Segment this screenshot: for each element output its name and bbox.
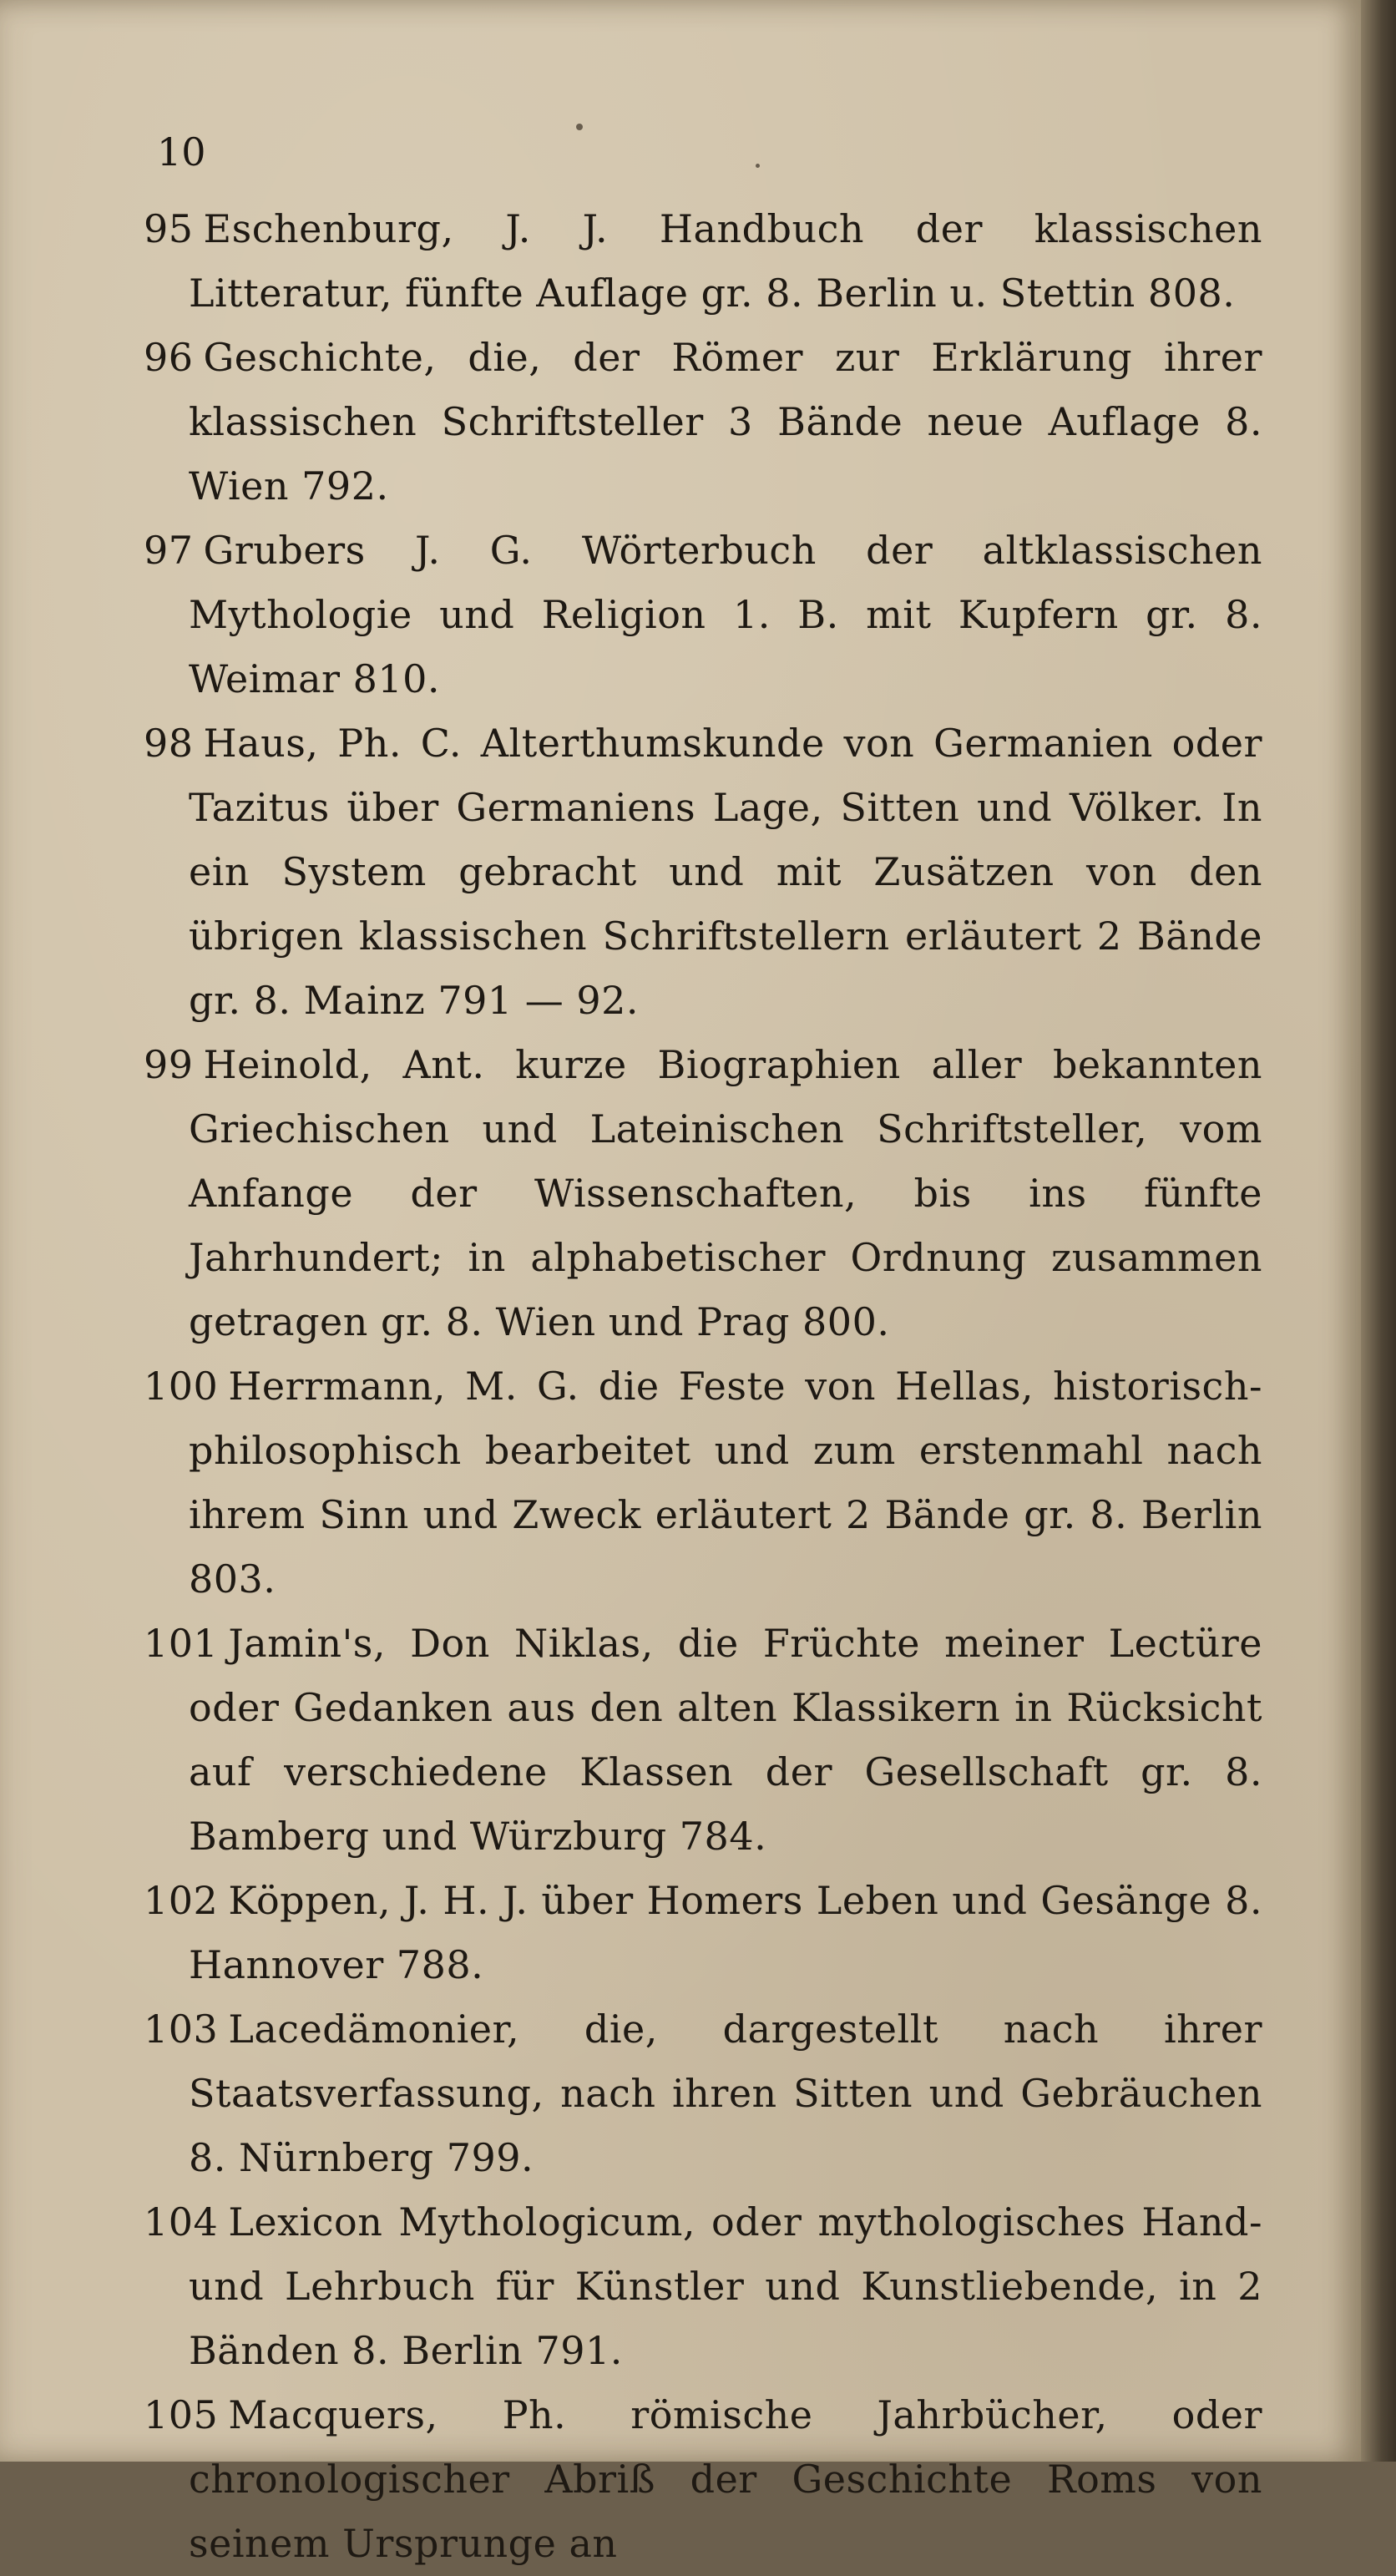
entry-number: 96: [144, 335, 194, 380]
entry-text: Köppen, J. H. J. über Homers Leben und Gesänge 8. Hannover 788.: [189, 1878, 1262, 1987]
entry-text: Haus, Ph. C. Alterthumskunde von Germanien oder Tazitus über Germaniens Lage, Sitten und Völker. In ein System gebracht und mit Zusätzen von den übrigen klassischen Schriftstellern erläutert 2 Bände gr. 8. Mainz 791 — 92.: [189, 721, 1262, 1023]
bibliography-entry: [144, 2383, 1262, 2576]
bibliography-entry: [144, 2190, 1262, 2383]
ink-speck: [756, 164, 760, 168]
bibliography-entry: [144, 326, 1262, 519]
bibliography-entry: [144, 1869, 1262, 1997]
entry-text: Eschenburg, J. J. Handbuch der klassischen Litteratur, fünfte Auflage gr. 8. Berlin u. Stettin 808.: [189, 206, 1262, 316]
bibliography-entry: [144, 519, 1262, 711]
bibliography-list: [144, 197, 1262, 2576]
entry-text: Heinold, Ant. kurze Biographien aller bekannten Griechischen und Lateinischen Schriftsteller, vom Anfange der Wissenschaften, bis ins fünfte Jahrhundert; in alphabetischer Ordnung zusammen getragen gr. 8. Wien und Prag 800.: [189, 1042, 1262, 1344]
entry-text: Geschichte, die, der Römer zur Erklärung ihrer klassischen Schriftsteller 3 Bände neue Auflage 8. Wien 792.: [189, 335, 1262, 509]
entry-number: 97: [144, 528, 194, 573]
entry-number: 102: [144, 1878, 219, 1923]
page-number: 10: [157, 129, 206, 175]
entry-number: 95: [144, 206, 194, 251]
entry-text: Lacedämonier, die, dargestellt nach ihrer Staatsverfassung, nach ihren Sitten und Gebräuchen 8. Nürnberg 799.: [189, 2007, 1262, 2180]
bibliography-entry: [144, 1354, 1262, 1612]
entry-number: 101: [144, 1621, 219, 1666]
entry-text: Macquers, Ph. römische Jahrbücher, oder chronologischer Abriß der Geschichte Roms von seinem Ursprunge an: [189, 2392, 1262, 2566]
page-edge: [1361, 0, 1396, 2462]
entry-text: Jamin's, Don Niklas, die Früchte meiner Lectüre oder Gedanken aus den alten Klassikern in Rücksicht auf verschiedene Klassen der Gesellschaft gr. 8. Bamberg und Würzburg 784.: [189, 1621, 1262, 1859]
bibliography-entry: [144, 711, 1262, 1033]
entry-number: 99: [144, 1042, 194, 1087]
entry-number: 98: [144, 721, 194, 766]
entry-number: 104: [144, 2199, 219, 2245]
entry-number: 100: [144, 1364, 219, 1409]
ink-speck: [576, 124, 583, 130]
entry-text: Lexicon Mythologicum, oder mythologisches Hand- und Lehrbuch für Künstler und Kunstliebende, in 2 Bänden 8. Berlin 791.: [189, 2199, 1262, 2373]
bibliography-entry: [144, 1997, 1262, 2190]
entry-number: 105: [144, 2392, 219, 2437]
bibliography-entry: [144, 197, 1262, 326]
entry-text: Herrmann, M. G. die Feste von Hellas, historisch-philosophisch bearbeitet und zum erstenmahl nach ihrem Sinn und Zweck erläutert 2 Bände gr. 8. Berlin 803.: [189, 1364, 1262, 1602]
bibliography-entry: [144, 1033, 1262, 1354]
bibliography-entry: [144, 1612, 1262, 1869]
entry-text: Grubers J. G. Wörterbuch der altklassischen Mythologie und Religion 1. B. mit Kupfern gr. 8. Weimar 810.: [189, 528, 1262, 701]
entry-number: 103: [144, 2007, 219, 2052]
